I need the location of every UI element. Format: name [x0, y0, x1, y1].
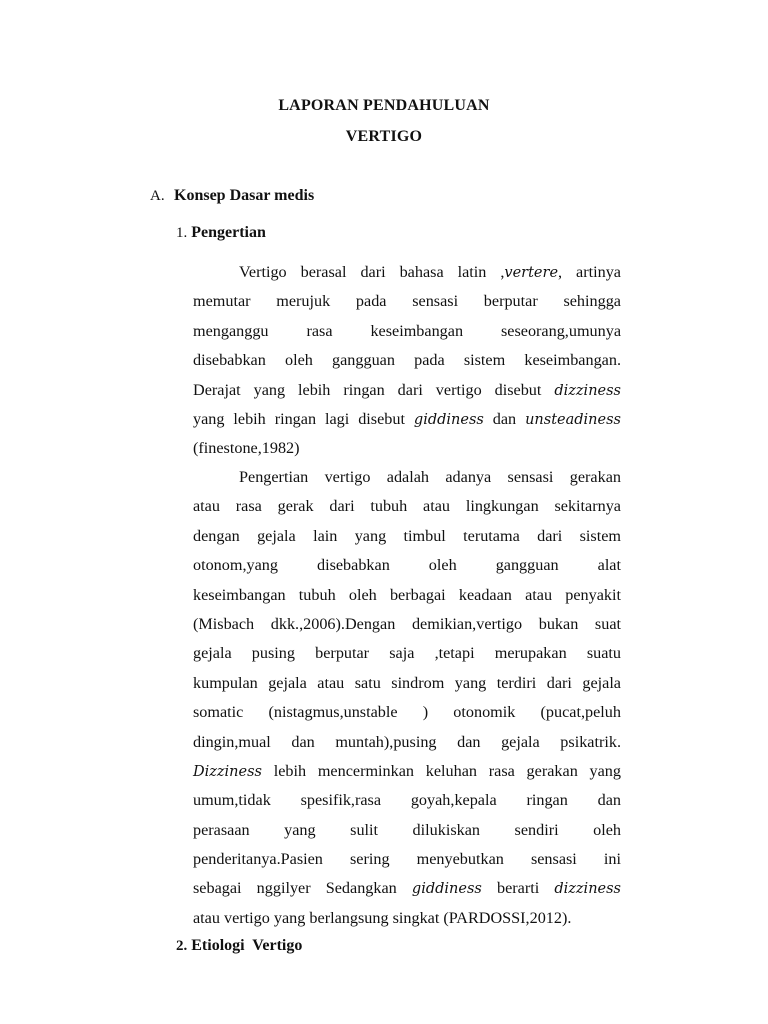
- italic-term: giddiness: [411, 881, 482, 898]
- paragraph-line: (Misbach dkk.,2006).Dengan demikian,vertigo bukan suat: [193, 614, 621, 633]
- paragraph-line: [193, 258, 621, 287]
- text-run: berarti: [481, 879, 555, 898]
- subsection-label: Etiologi Vertigo: [191, 937, 303, 954]
- text-run: lebih mencerminkan keluhan rasa gerakan yang: [261, 761, 621, 780]
- paragraph-line: dengan gejala lain yang timbul terutama dari sistem: [193, 526, 621, 545]
- text-run: Derajat yang lebih ringan dari vertigo disebut: [193, 380, 555, 399]
- paragraph-line: [193, 376, 621, 405]
- subsection-label: Pengertian: [191, 224, 266, 241]
- paragraph-line: memutar merujuk pada sensasi berputar sehingga: [193, 292, 621, 311]
- italic-term: unsteadiness: [525, 411, 621, 428]
- paragraph-line: [193, 874, 621, 903]
- text-run: Vertigo berasal dari bahasa latin ,: [239, 263, 505, 281]
- paragraph-line: kumpulan gejala atau satu sindrom yang terdiri dari gejala: [193, 673, 621, 692]
- italic-term: Dizziness: [193, 763, 262, 780]
- paragraph-line: penderitanya.Pasien sering menyebutkan sensasi ini: [193, 850, 621, 869]
- paragraph-line: atau vertigo yang berlangsung singkat (PARDOSSI,2012).: [193, 908, 572, 927]
- italic-term: vertere: [504, 265, 559, 281]
- text-run: , artinya: [558, 263, 621, 281]
- paragraph-line: otonom,yang disebabkan oleh gangguan alat: [193, 556, 621, 575]
- paragraph-line: atau rasa gerak dari tubuh atau lingkungan sekitarnya: [193, 497, 621, 516]
- paragraph-line: [193, 405, 621, 434]
- paragraph-line: dingin,mual dan muntah),pusing dan gejala psikatrik.: [193, 732, 621, 751]
- text-run: yang lebih ringan lagi disebut: [193, 409, 414, 428]
- subsection-number: 2.: [176, 938, 188, 954]
- document-subtitle: VERTIGO: [345, 128, 423, 145]
- paragraph-line: somatic (nistagmus,unstable ) otonomik (pucat,peluh: [193, 703, 621, 722]
- italic-term: giddiness: [413, 411, 484, 428]
- document-title: LAPORAN PENDAHULUAN: [278, 97, 490, 114]
- paragraph-line: gejala pusing berputar saja ,tetapi merupakan suatu: [193, 644, 621, 663]
- paragraph-line: [193, 757, 621, 786]
- text-run: sebagai nggilyer Sedangkan: [193, 879, 412, 898]
- paragraph-pengertian-2: [193, 463, 621, 933]
- paragraph-line: umum,tidak spesifik,rasa goyah,kepala ringan dan: [193, 791, 621, 810]
- paragraph-line: perasaan yang sulit dilukiskan sendiri oleh: [193, 820, 621, 839]
- paragraph-line: keseimbangan tubuh oleh berbagai keadaan atau penyakit: [193, 585, 621, 604]
- italic-term: dizziness: [554, 881, 621, 898]
- paragraph-line: disebabkan oleh gangguan pada sistem keseimbangan.: [193, 351, 621, 370]
- paragraph-line: Pengertian vertigo adalah adanya sensasi gerakan: [239, 468, 621, 486]
- subsection-heading-1: [176, 224, 266, 242]
- italic-term: dizziness: [554, 382, 621, 399]
- section-marker: A.: [150, 188, 165, 204]
- subsection-number: 1.: [176, 225, 188, 241]
- section-label: Konsep Dasar medis: [174, 187, 315, 204]
- text-run: dan: [483, 409, 526, 428]
- paragraph-pengertian-1: [193, 258, 621, 464]
- subsection-heading-2: [176, 937, 302, 955]
- paragraph-line: (finestone,1982): [193, 439, 300, 458]
- paragraph-line: menganggu rasa keseimbangan seseorang,umunya: [193, 321, 621, 340]
- section-heading-a: [150, 187, 314, 205]
